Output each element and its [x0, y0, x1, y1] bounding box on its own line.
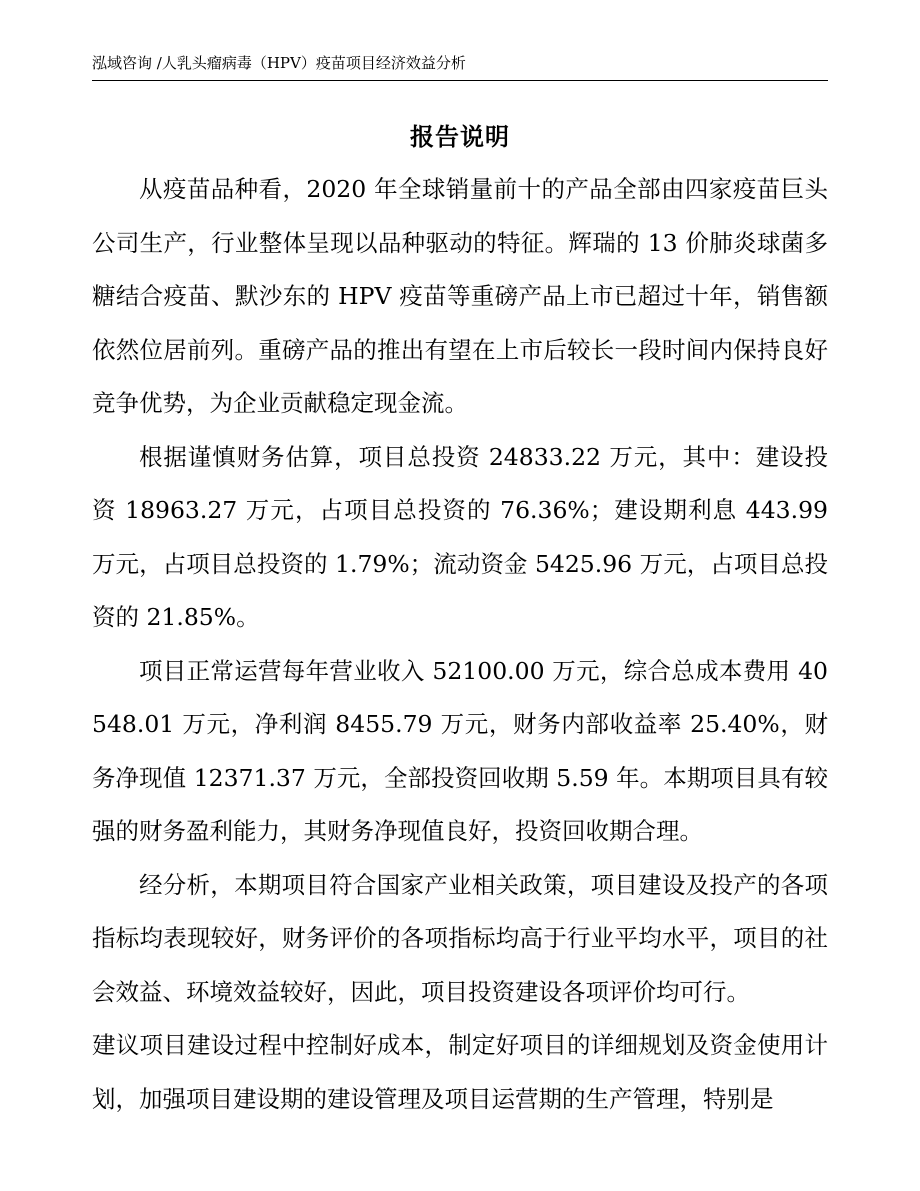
header-divider — [92, 80, 828, 81]
paragraph-analysis: 经分析，本期项目符合国家产业相关政策，项目建设及投产的各项指标均表现较好，财务评价的各项指标均高于行业平均水平，项目的社会效益、环境效益较好，因此，项目投资建设各项评价均可行。 — [92, 870, 828, 1006]
paragraph-recommendation: 建议项目建设过程中控制好成本，制定好项目的详细规划及资金使用计划，加强项目建设期的建设管理及项目运营期的生产管理，特别是 — [92, 1031, 828, 1113]
running-header: 泓域咨询 /人乳头瘤病毒（HPV）疫苗项目经济效益分析 — [92, 54, 466, 72]
paragraph-investment: 根据谨慎财务估算，项目总投资 24833.22 万元，其中：建设投资 18963.27 万元，占项目总投资的 76.36%；建设期利息 443.99 万元，占项目总投资的 1.79%；流动资金 5425.96 万元，占项目总投资的 21.85%。 — [92, 442, 828, 631]
paragraph-operations: 项目正常运营每年营业收入 52100.00 万元，综合总成本费用 40548.01 万元，净利润 8455.79 万元，财务内部收益率 25.40%，财务净现值 12371.37 万元，全部投资回收期 5.59 年。本期项目具有较强的财务盈利能力，其财务净现值良好，投资回收期合理。 — [92, 656, 828, 845]
section-title: 报告说明 — [410, 123, 510, 151]
report-body — [92, 163, 828, 1126]
paragraph-variety: 从疫苗品种看，2020 年全球销量前十的产品全部由四家疫苗巨头公司生产，行业整体呈现以品种驱动的特征。辉瑞的 13 价肺炎球菌多糖结合疫苗、默沙东的 HPV 疫苗等重磅产品上市已超过十年，销售额依然位居前列。重磅产品的推出有望在上市后较长一段时间内保持良好竞争优势，为企业贡献稳定现金流。 — [92, 175, 828, 417]
